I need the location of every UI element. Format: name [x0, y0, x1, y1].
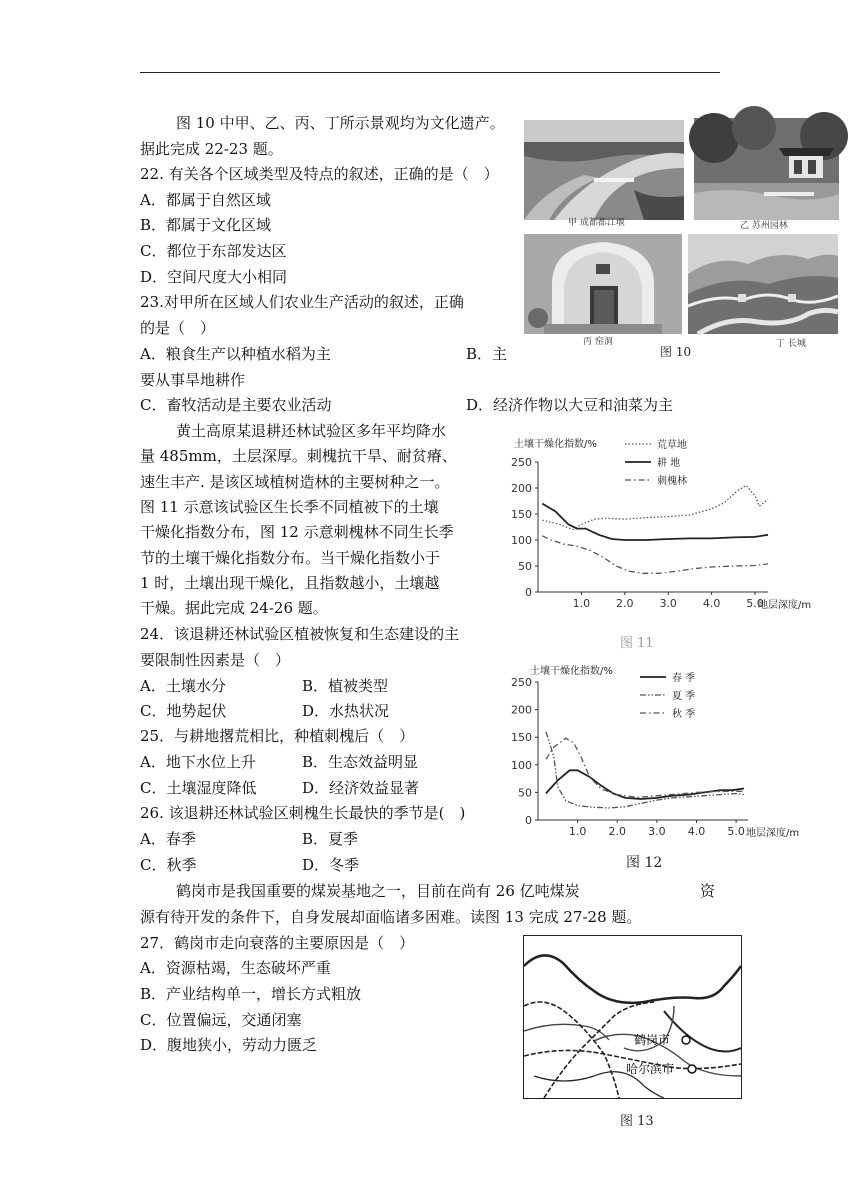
intro-fig10-line1: 图 10 中甲、乙、丙、丁所示景观均为文化遗产。 [176, 114, 505, 132]
y-tick-label: 150 [511, 731, 532, 745]
intro-fig11-line6: 节的土壤干燥化指数分布。当干燥化指数小于 [140, 549, 441, 567]
y-tick-label: 50 [518, 560, 532, 573]
map-river-3 [524, 1024, 609, 1040]
intro-fig11-line8: 干燥。据此完成 24-26 题。 [140, 599, 328, 617]
x-tick-label: 2.0 [616, 597, 634, 610]
q26-option-c[interactable]: C．秋季 [140, 856, 197, 874]
caption-bing: 丙 窑洞 [583, 337, 613, 347]
y-axis-label: 土壤干燥化指数/% [514, 439, 597, 450]
q22-option-c[interactable]: C．都位于东部发达区 [140, 242, 287, 260]
fig12-label: 图 12 [626, 855, 663, 871]
caption-yi: 乙 苏州园林 [740, 221, 788, 231]
y-tick-label: 150 [511, 508, 532, 521]
q23-option-c[interactable]: C．畜牧活动是主要农业活动 [140, 396, 332, 414]
map-railway-3 [524, 1002, 619, 1098]
q27-option-c[interactable]: C．位置偏远，交通闭塞 [140, 1011, 302, 1029]
map-border-north [524, 955, 741, 1002]
chart-fig12 [500, 660, 805, 845]
q26-option-b[interactable]: B．夏季 [302, 830, 359, 848]
chart-fig11 [500, 432, 812, 644]
legend-label-2: 夏 季 [672, 691, 696, 702]
legend-label-3: 秋 季 [672, 709, 696, 720]
map-border-east [664, 1011, 741, 1052]
y-tick-label: 200 [511, 703, 532, 717]
q24-option-d[interactable]: D．水热状况 [302, 702, 390, 720]
intro-fig11-line5: 干燥化指数分布，图 12 示意刺槐林不同生长季 [140, 523, 454, 541]
map-label-harbin: 哈尔滨市 [626, 1062, 675, 1076]
q26-option-a[interactable]: A．春季 [140, 830, 196, 848]
q22-option-a[interactable]: A．都属于自然区域 [140, 191, 271, 209]
map-fig13 [523, 935, 742, 1099]
q27-stem: 27．鹤岗市走向衰落的主要原因是（ ） [140, 934, 415, 952]
q26-option-d[interactable]: D．冬季 [302, 856, 360, 874]
x-tick-label: 1.0 [572, 597, 591, 610]
fig13-label: 图 13 [620, 1114, 654, 1129]
photo-yaodong [524, 234, 682, 334]
q27-option-d[interactable]: D．腹地狭小，劳动力匮乏 [140, 1036, 318, 1054]
x-tick-label: 5.0 [746, 597, 764, 610]
q23-option-b-part1[interactable]: B．主 [466, 345, 508, 363]
header-rule [140, 72, 720, 73]
intro-fig11-line4: 图 11 示意该试验区生长季不同植被下的土壤 [140, 498, 439, 516]
legend-label-1: 荒草地 [657, 440, 687, 451]
x-tick-label: 2.0 [608, 825, 626, 838]
q25-option-b[interactable]: B．生态效益明显 [302, 753, 419, 771]
y-tick-label: 0 [525, 586, 532, 599]
intro-fig13-line1-tail: 资 [700, 882, 716, 900]
y-tick-label: 50 [518, 786, 532, 800]
map-city-marker-harbin [688, 1065, 696, 1073]
q25-option-c[interactable]: C．土壤湿度降低 [140, 779, 257, 797]
q25-option-d[interactable]: D．经济效益显著 [302, 779, 420, 797]
q22-stem: 22. 有关各个区域类型及特点的叙述，正确的是（ ） [140, 165, 499, 183]
map-label-hegang: 鹤岗市 [634, 1033, 671, 1047]
series-line-1 [546, 770, 744, 799]
x-tick-label: 5.0 [727, 825, 745, 838]
x-axis-label: 地层深度/m [758, 600, 812, 611]
x-tick-label: 3.0 [648, 825, 666, 838]
x-tick-label: 1.0 [568, 825, 587, 838]
map-city-marker-hegang [682, 1036, 690, 1044]
legend-label-3: 刺槐林 [657, 476, 687, 487]
q23-option-a[interactable]: A．粮食生产以种植水稻为主 [140, 345, 331, 363]
caption-ding: 丁 长城 [776, 339, 806, 349]
series-line-1 [542, 485, 768, 529]
q23-stem-line1: 23.对甲所在区域人们农业生产活动的叙述，正确 [140, 293, 464, 311]
q23-option-b-part2[interactable]: 要从事旱地耕作 [140, 371, 246, 389]
y-tick-label: 250 [511, 676, 532, 689]
y-tick-label: 100 [511, 758, 532, 772]
q24-option-c[interactable]: C．地势起伏 [140, 702, 227, 720]
q23-option-d[interactable]: D．经济作物以大豆和油菜为主 [466, 396, 674, 414]
legend-label-1: 春 季 [672, 673, 696, 684]
series-line-2 [542, 504, 768, 540]
intro-fig13-line2: 源有待开发的条件下，自身发展却面临诸多困难。读图 13 完成 27-28 题。 [140, 908, 642, 926]
y-tick-label: 100 [511, 534, 532, 547]
q22-option-d[interactable]: D．空间尺度大小相同 [140, 268, 288, 286]
caption-jia: 甲 成都都江堰 [568, 218, 625, 228]
intro-fig11-line7: 1 时，土壤出现干燥化，且指数越小，土壤越 [140, 574, 440, 592]
photo-great-wall [688, 234, 838, 334]
q27-option-b[interactable]: B．产业结构单一，增长方式粗放 [140, 985, 362, 1003]
fig10-label: 图 10 [660, 345, 692, 359]
y-tick-label: 250 [511, 456, 532, 469]
photo-dujiangyan [524, 120, 684, 220]
series-line-3 [546, 738, 744, 797]
legend-label-2: 耕 地 [657, 458, 681, 469]
x-tick-label: 3.0 [659, 597, 677, 610]
q25-stem: 25．与耕地撂荒相比，种植刺槐后（ ） [140, 727, 415, 745]
q24-stem-line1: 24．该退耕还林试验区植被恢复和生态建设的主 [140, 625, 460, 643]
x-axis-label: 地层深度/m [746, 828, 800, 839]
q27-option-a[interactable]: A．资源枯竭，生态破坏严重 [140, 959, 331, 977]
q23-stem-line2: 的是（ ） [140, 319, 216, 337]
x-tick-label: 4.0 [687, 825, 706, 838]
y-tick-label: 0 [525, 814, 532, 827]
y-axis-label: 土壤干燥化指数/% [530, 666, 613, 677]
q24-option-a[interactable]: A．土壤水分 [140, 677, 226, 695]
q25-option-a[interactable]: A．地下水位上升 [140, 753, 256, 771]
y-tick-label: 200 [511, 482, 532, 495]
fig11-label: 图 11 [620, 636, 654, 651]
q24-stem-line2: 要限制性因素是（ ） [140, 651, 291, 669]
q24-option-b[interactable]: B．植被类型 [302, 677, 389, 695]
intro-fig10-line2: 据此完成 22-23 题。 [140, 140, 283, 158]
photo-suzhou-garden [694, 118, 839, 220]
intro-fig11-line3: 速生丰产. 是该区域植树造林的主要树种之一。 [140, 473, 450, 491]
q22-option-b[interactable]: B．都属于文化区域 [140, 216, 272, 234]
intro-fig13-line1: 鹤岗市是我国重要的煤炭基地之一，目前在尚有 26 亿吨煤炭 [176, 882, 580, 900]
intro-fig11-line1: 黄土高原某退耕还林试验区多年平均降水 [176, 422, 447, 440]
intro-fig11-line2: 量 485mm，土层深厚。刺槐抗干旱、耐贫瘠、 [140, 447, 457, 465]
x-tick-label: 4.0 [702, 597, 721, 610]
series-line-3 [542, 536, 768, 574]
q26-stem: 26. 该退耕还林试验区刺槐生长最快的季节是( ) [140, 804, 466, 822]
